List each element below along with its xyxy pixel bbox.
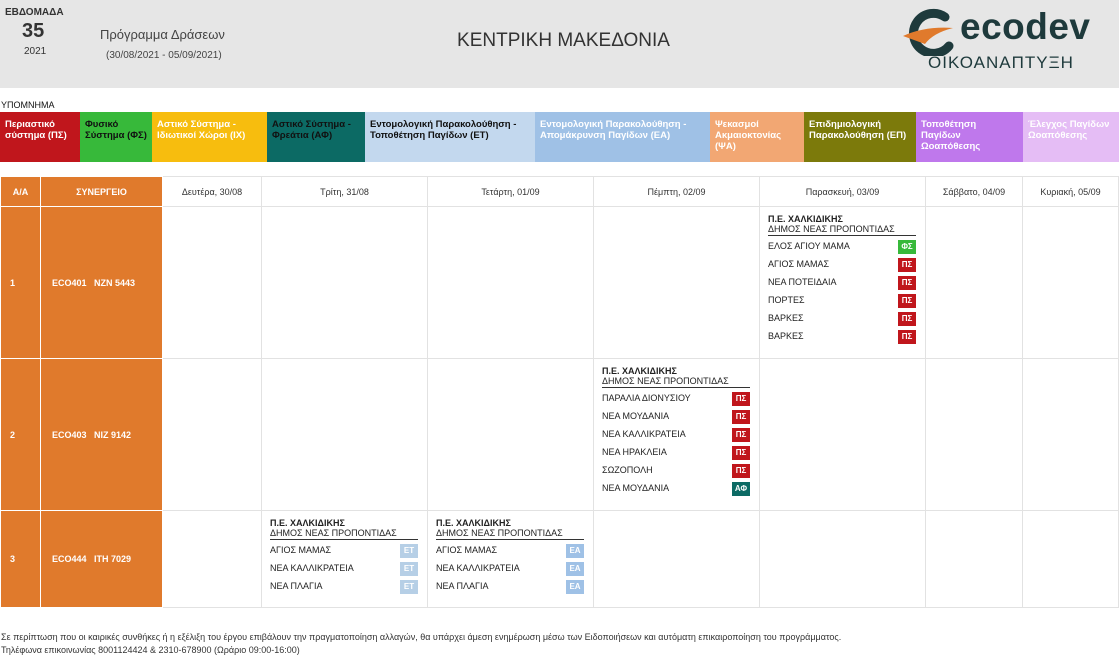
day-cell — [262, 511, 428, 608]
legend-item: Περιαστικό σύστημα (ΠΣ) — [0, 112, 80, 162]
team-vehicle: ECO403 NIZ 9142 — [41, 359, 163, 511]
col-header-day: Παρασκευή, 03/09 — [760, 177, 926, 207]
location-item — [602, 444, 750, 462]
day-cell — [262, 359, 428, 511]
col-header-day: Σάββατο, 04/09 — [926, 177, 1023, 207]
location-item — [436, 542, 584, 560]
footer-notice: Σε περίπτωση που οι καιρικές συνθήκες ή η εξέλιξη του έργου επιβάλουν την πραγματοποίηση αλλαγών, θα υπάρχει άμεση ενημέρωση μέσω των Ειδοποιήσεων και αυτόματη επικαιροποίηση του προγράμματος. — [1, 632, 842, 642]
day-cell — [594, 359, 760, 511]
location-item — [270, 578, 418, 596]
location-item — [768, 328, 916, 346]
location-name: ΠΑΡΑΛΙΑ ΔΙΟΝΥΣΙΟΥ — [602, 393, 691, 403]
legend-item: Εντομολογική Παρακολούθηση - Τοποθέτηση Παγίδων (ΕΤ) — [365, 112, 535, 162]
program-dates: (30/08/2021 - 05/09/2021) — [106, 50, 222, 61]
logo-text: ecodev — [960, 6, 1091, 47]
legend-item: Εντομολογική Παρακολούθηση - Απομάκρυνση Παγίδων (ΕΑ) — [535, 112, 710, 162]
activity-code-badge: ΠΣ — [732, 392, 750, 406]
location-item — [602, 390, 750, 408]
activity-code-badge: ΑΦ — [732, 482, 750, 496]
location-name: ΝΕΑ ΚΑΛΛΙΚΡΑΤΕΙΑ — [436, 563, 520, 573]
legend-item: Αστικό Σύστημα - Ιδιωτικοί Χώροι (ΙΧ) — [152, 112, 267, 162]
block-municipality: ΔΗΜΟΣ ΝΕΑΣ ΠΡΟΠΟΝΤΙΔΑΣ — [768, 224, 916, 236]
program-title: Πρόγραμμα Δράσεων — [100, 27, 225, 42]
legend-item: Αστικό Σύστημα - Φρεάτια (ΑΦ) — [267, 112, 365, 162]
legend-item: Φυσικό Σύστημα (ΦΣ) — [80, 112, 152, 162]
col-header-aa: Α/Α — [1, 177, 41, 207]
block-region: Π.Ε. ΧΑΛΚΙΔΙΚΗΣ — [602, 366, 677, 376]
team-vehicle: ECO444 ITH 7029 — [41, 511, 163, 608]
location-name: ΝΕΑ ΗΡΑΚΛΕΙΑ — [602, 447, 667, 457]
col-header-team: ΣΥΝΕΡΓΕΙΟ — [41, 177, 163, 207]
week-year: 2021 — [24, 46, 47, 57]
day-cell — [163, 207, 262, 359]
activity-block — [760, 207, 925, 346]
block-municipality: ΔΗΜΟΣ ΝΕΑΣ ΠΡΟΠΟΝΤΙΔΑΣ — [270, 528, 418, 540]
activity-block — [428, 511, 593, 596]
legend-item: Επιδημιολογική Παρακολούθηση (ΕΠ) — [804, 112, 916, 162]
footer-contact: Τηλέφωνα επικοινωνίας 8001124424 & 2310-678900 (Ωράριο 09:00-16:00) — [1, 645, 300, 655]
day-cell — [926, 511, 1023, 608]
day-cell — [594, 207, 760, 359]
day-cell — [1023, 511, 1119, 608]
location-name: ΝΕΑ ΜΟΥΔΑΝΙΑ — [602, 411, 670, 421]
activity-code-badge: ΕΤ — [400, 580, 418, 594]
col-header-day: Τετάρτη, 01/09 — [428, 177, 594, 207]
location-item — [602, 462, 750, 480]
col-header-day: Δευτέρα, 30/08 — [163, 177, 262, 207]
location-name: ΣΩΖΟΠΟΛΗ — [602, 465, 653, 475]
legend-title: ΥΠΟΜΝΗΜΑ — [1, 100, 55, 110]
location-item — [768, 274, 916, 292]
activity-code-badge: ΠΣ — [898, 312, 916, 326]
day-cell — [926, 359, 1023, 511]
table-row — [1, 511, 1119, 608]
location-item — [602, 426, 750, 444]
activity-code-badge: ΕΤ — [400, 544, 418, 558]
legend-item: Έλεγχος Παγίδων Ωοαπόθεσης — [1023, 112, 1119, 162]
location-item — [270, 560, 418, 578]
day-cell — [760, 207, 926, 359]
location-name: ΒΑΡΚΕΣ — [768, 313, 804, 323]
ecodev-logo-icon — [903, 8, 961, 56]
location-item — [436, 560, 584, 578]
location-item — [602, 408, 750, 426]
location-name: ΝΕΑ ΚΑΛΛΙΚΡΑΤΕΙΑ — [602, 429, 686, 439]
location-item — [768, 292, 916, 310]
col-header-day: Πέμπτη, 02/09 — [594, 177, 760, 207]
location-name: ΑΓΙΟΣ ΜΑΜΑΣ — [270, 545, 332, 555]
day-cell — [594, 511, 760, 608]
activity-code-badge: ΠΣ — [732, 464, 750, 478]
location-item — [602, 480, 750, 498]
page-header — [0, 0, 1119, 88]
day-cell — [428, 511, 594, 608]
activity-code-badge: ΠΣ — [898, 258, 916, 272]
logo-subtitle: ΟΙΚΟΑΝΑΠΤΥΞΗ — [928, 53, 1074, 72]
col-header-day: Τρίτη, 31/08 — [262, 177, 428, 207]
table-header-row — [1, 177, 1119, 207]
location-name: ΝΕΑ ΚΑΛΛΙΚΡΑΤΕΙΑ — [270, 563, 354, 573]
day-cell — [163, 359, 262, 511]
location-name: ΝΕΑ ΠΟΤΕΙΔΑΙΑ — [768, 277, 837, 287]
location-name: ΒΑΡΚΕΣ — [768, 331, 804, 341]
activity-code-badge: ΕΤ — [400, 562, 418, 576]
activity-code-badge: ΕΑ — [566, 580, 584, 594]
location-item — [436, 578, 584, 596]
activity-code-badge: ΠΣ — [732, 428, 750, 442]
block-municipality: ΔΗΜΟΣ ΝΕΑΣ ΠΡΟΠΟΝΤΙΔΑΣ — [436, 528, 584, 540]
activity-block — [594, 359, 759, 498]
week-number: 35 — [22, 20, 45, 42]
location-item — [768, 256, 916, 274]
activity-code-badge: ΦΣ — [898, 240, 916, 254]
block-region: Π.Ε. ΧΑΛΚΙΔΙΚΗΣ — [768, 214, 843, 224]
location-name: ΝΕΑ ΠΛΑΓΙΑ — [270, 581, 323, 591]
legend-item: Τοποθέτηση Παγίδων Ωοαπόθεσης — [916, 112, 1023, 162]
team-vehicle: ECO401 NZN 5443 — [41, 207, 163, 359]
activity-code-badge: ΠΣ — [898, 294, 916, 308]
week-label: ΕΒΔΟΜΑΔΑ — [5, 7, 64, 18]
day-cell — [428, 359, 594, 511]
row-number: 1 — [1, 207, 41, 359]
day-cell — [760, 511, 926, 608]
location-name: ΝΕΑ ΠΛΑΓΙΑ — [436, 581, 489, 591]
legend-item: Ψεκασμοί Ακμαιοκτονίας (ΨΑ) — [710, 112, 804, 162]
activity-block — [262, 511, 427, 596]
day-cell — [926, 207, 1023, 359]
block-municipality: ΔΗΜΟΣ ΝΕΑΣ ΠΡΟΠΟΝΤΙΔΑΣ — [602, 376, 750, 388]
location-item — [768, 310, 916, 328]
schedule-table — [0, 176, 1119, 608]
activity-code-badge: ΠΣ — [898, 276, 916, 290]
activity-code-badge: ΠΣ — [732, 410, 750, 424]
block-region: Π.Ε. ΧΑΛΚΙΔΙΚΗΣ — [436, 518, 511, 528]
day-cell — [1023, 359, 1119, 511]
location-item — [270, 542, 418, 560]
location-name: ΕΛΟΣ ΑΓΙΟΥ ΜΑΜΑ — [768, 241, 850, 251]
location-name: ΠΟΡΤΕΣ — [768, 295, 805, 305]
region-title: ΚΕΝΤΡΙΚΗ ΜΑΚΕΔΟΝΙΑ — [457, 30, 670, 51]
col-header-day: Κυριακή, 05/09 — [1023, 177, 1119, 207]
day-cell — [760, 359, 926, 511]
day-cell — [1023, 207, 1119, 359]
block-region: Π.Ε. ΧΑΛΚΙΔΙΚΗΣ — [270, 518, 345, 528]
location-item — [768, 238, 916, 256]
day-cell — [163, 511, 262, 608]
row-number: 3 — [1, 511, 41, 608]
activity-code-badge: ΠΣ — [732, 446, 750, 460]
row-number: 2 — [1, 359, 41, 511]
table-row — [1, 359, 1119, 511]
location-name: ΑΓΙΟΣ ΜΑΜΑΣ — [436, 545, 498, 555]
activity-code-badge: ΠΣ — [898, 330, 916, 344]
day-cell — [428, 207, 594, 359]
activity-code-badge: ΕΑ — [566, 544, 584, 558]
location-name: ΑΓΙΟΣ ΜΑΜΑΣ — [768, 259, 830, 269]
day-cell — [262, 207, 428, 359]
activity-code-badge: ΕΑ — [566, 562, 584, 576]
table-row — [1, 207, 1119, 359]
location-name: ΝΕΑ ΜΟΥΔΑΝΙΑ — [602, 483, 670, 493]
